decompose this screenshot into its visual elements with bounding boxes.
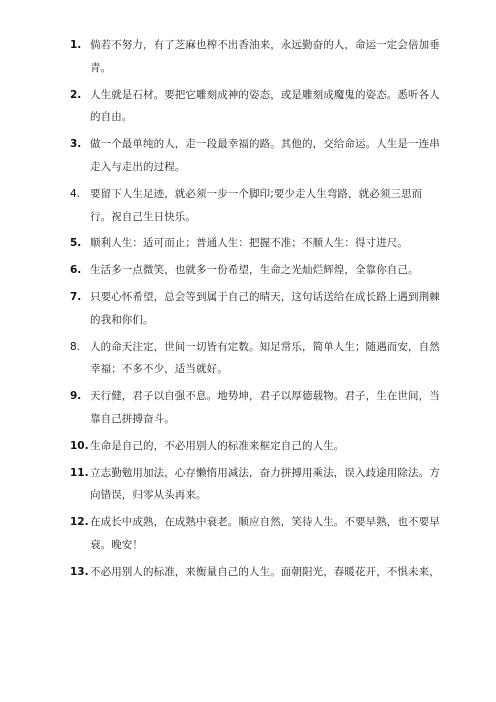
list-item-text: 做一个最单纯的人，走一段最幸福的路。其他的，交给命运。人生是一连串走入与走出的过程。 [90,138,440,173]
list-item [70,232,440,255]
list-item [70,183,440,229]
list-item-number: 9. [70,390,82,403]
list-item-number: 5. [70,237,82,250]
list-item-number: 3. [70,138,82,151]
list-item-number: 10. [70,439,89,452]
list-item [70,385,440,431]
list-item-number: 8. [70,340,81,353]
list-item-text: 人生就是石材。要把它雕刻成神的姿态，或是雕刻成魔鬼的姿态。悉听各人的自由。 [90,88,440,124]
list-item-number: 11. [70,466,89,479]
list-item-text: 天行健，君子以自强不息。地势坤，君子以厚德载物。君子，生在世间，当靠自己拼搏奋斗。 [90,390,440,425]
list-item-text: 顺利人生：适可而止；普通人生：把握不准；不顺人生：得寸进尺。 [90,237,408,250]
list-item [70,286,440,332]
list-item-number: 13. [70,565,89,578]
list-item [70,435,440,458]
list-item-text: 立志勤勉用加法，心存懒惰用减法，奋力拼搏用乘法，误入歧途用除法。方向错误，归零从头再来。 [90,466,440,502]
list-item [70,336,440,382]
list-item-text: 只要心怀希望，总会等到属于自己的晴天，这句话送给在成长路上遇到荆棘的我和你们。 [90,290,440,326]
quote-list [70,34,440,588]
list-item-number: 12. [70,516,89,529]
list-item-number: 1. [70,39,82,51]
list-item-text: 生命是自己的，不必用别人的标准来框定自己的人生。 [90,439,345,452]
list-item-text: 人的命天注定，世间一切皆有定数。知足常乐，简单人生；随遇而安，自然幸福；不多不少，适当就好。 [90,340,440,376]
list-item-number: 2. [70,88,82,101]
list-item [70,511,440,557]
list-item [70,133,440,179]
list-item-number: 6. [70,264,82,277]
list-item-text: 倘若不努力，有了芝麻也榨不出香油来，永远勤奋的人，命运一定会倍加垂青。 [90,39,440,74]
list-item-number: 7. [70,290,82,303]
list-item [70,34,440,80]
list-item-number: 4. [70,187,81,200]
list-item [70,259,440,282]
list-item [70,561,440,584]
list-item-text: 不必用别人的标准，来衡量自己的人生。面朝阳光，春暖花开，不惧未来， [90,565,440,578]
list-item-text: 要留下人生足迹，就必须一步一个脚印;要少走人生弯路，就必须三思而行。祝自己生日快乐。 [90,187,423,223]
list-item [70,84,440,130]
list-item-text: 在成长中成熟，在成熟中衰老。顺应自然，笑待人生。不要早熟，也不要早衰。晚安！ [90,516,440,551]
list-item-text: 生活多一点微笑，也就多一份希望，生命之光灿烂辉煌，全靠你自己。 [90,264,419,277]
list-item [70,462,440,508]
